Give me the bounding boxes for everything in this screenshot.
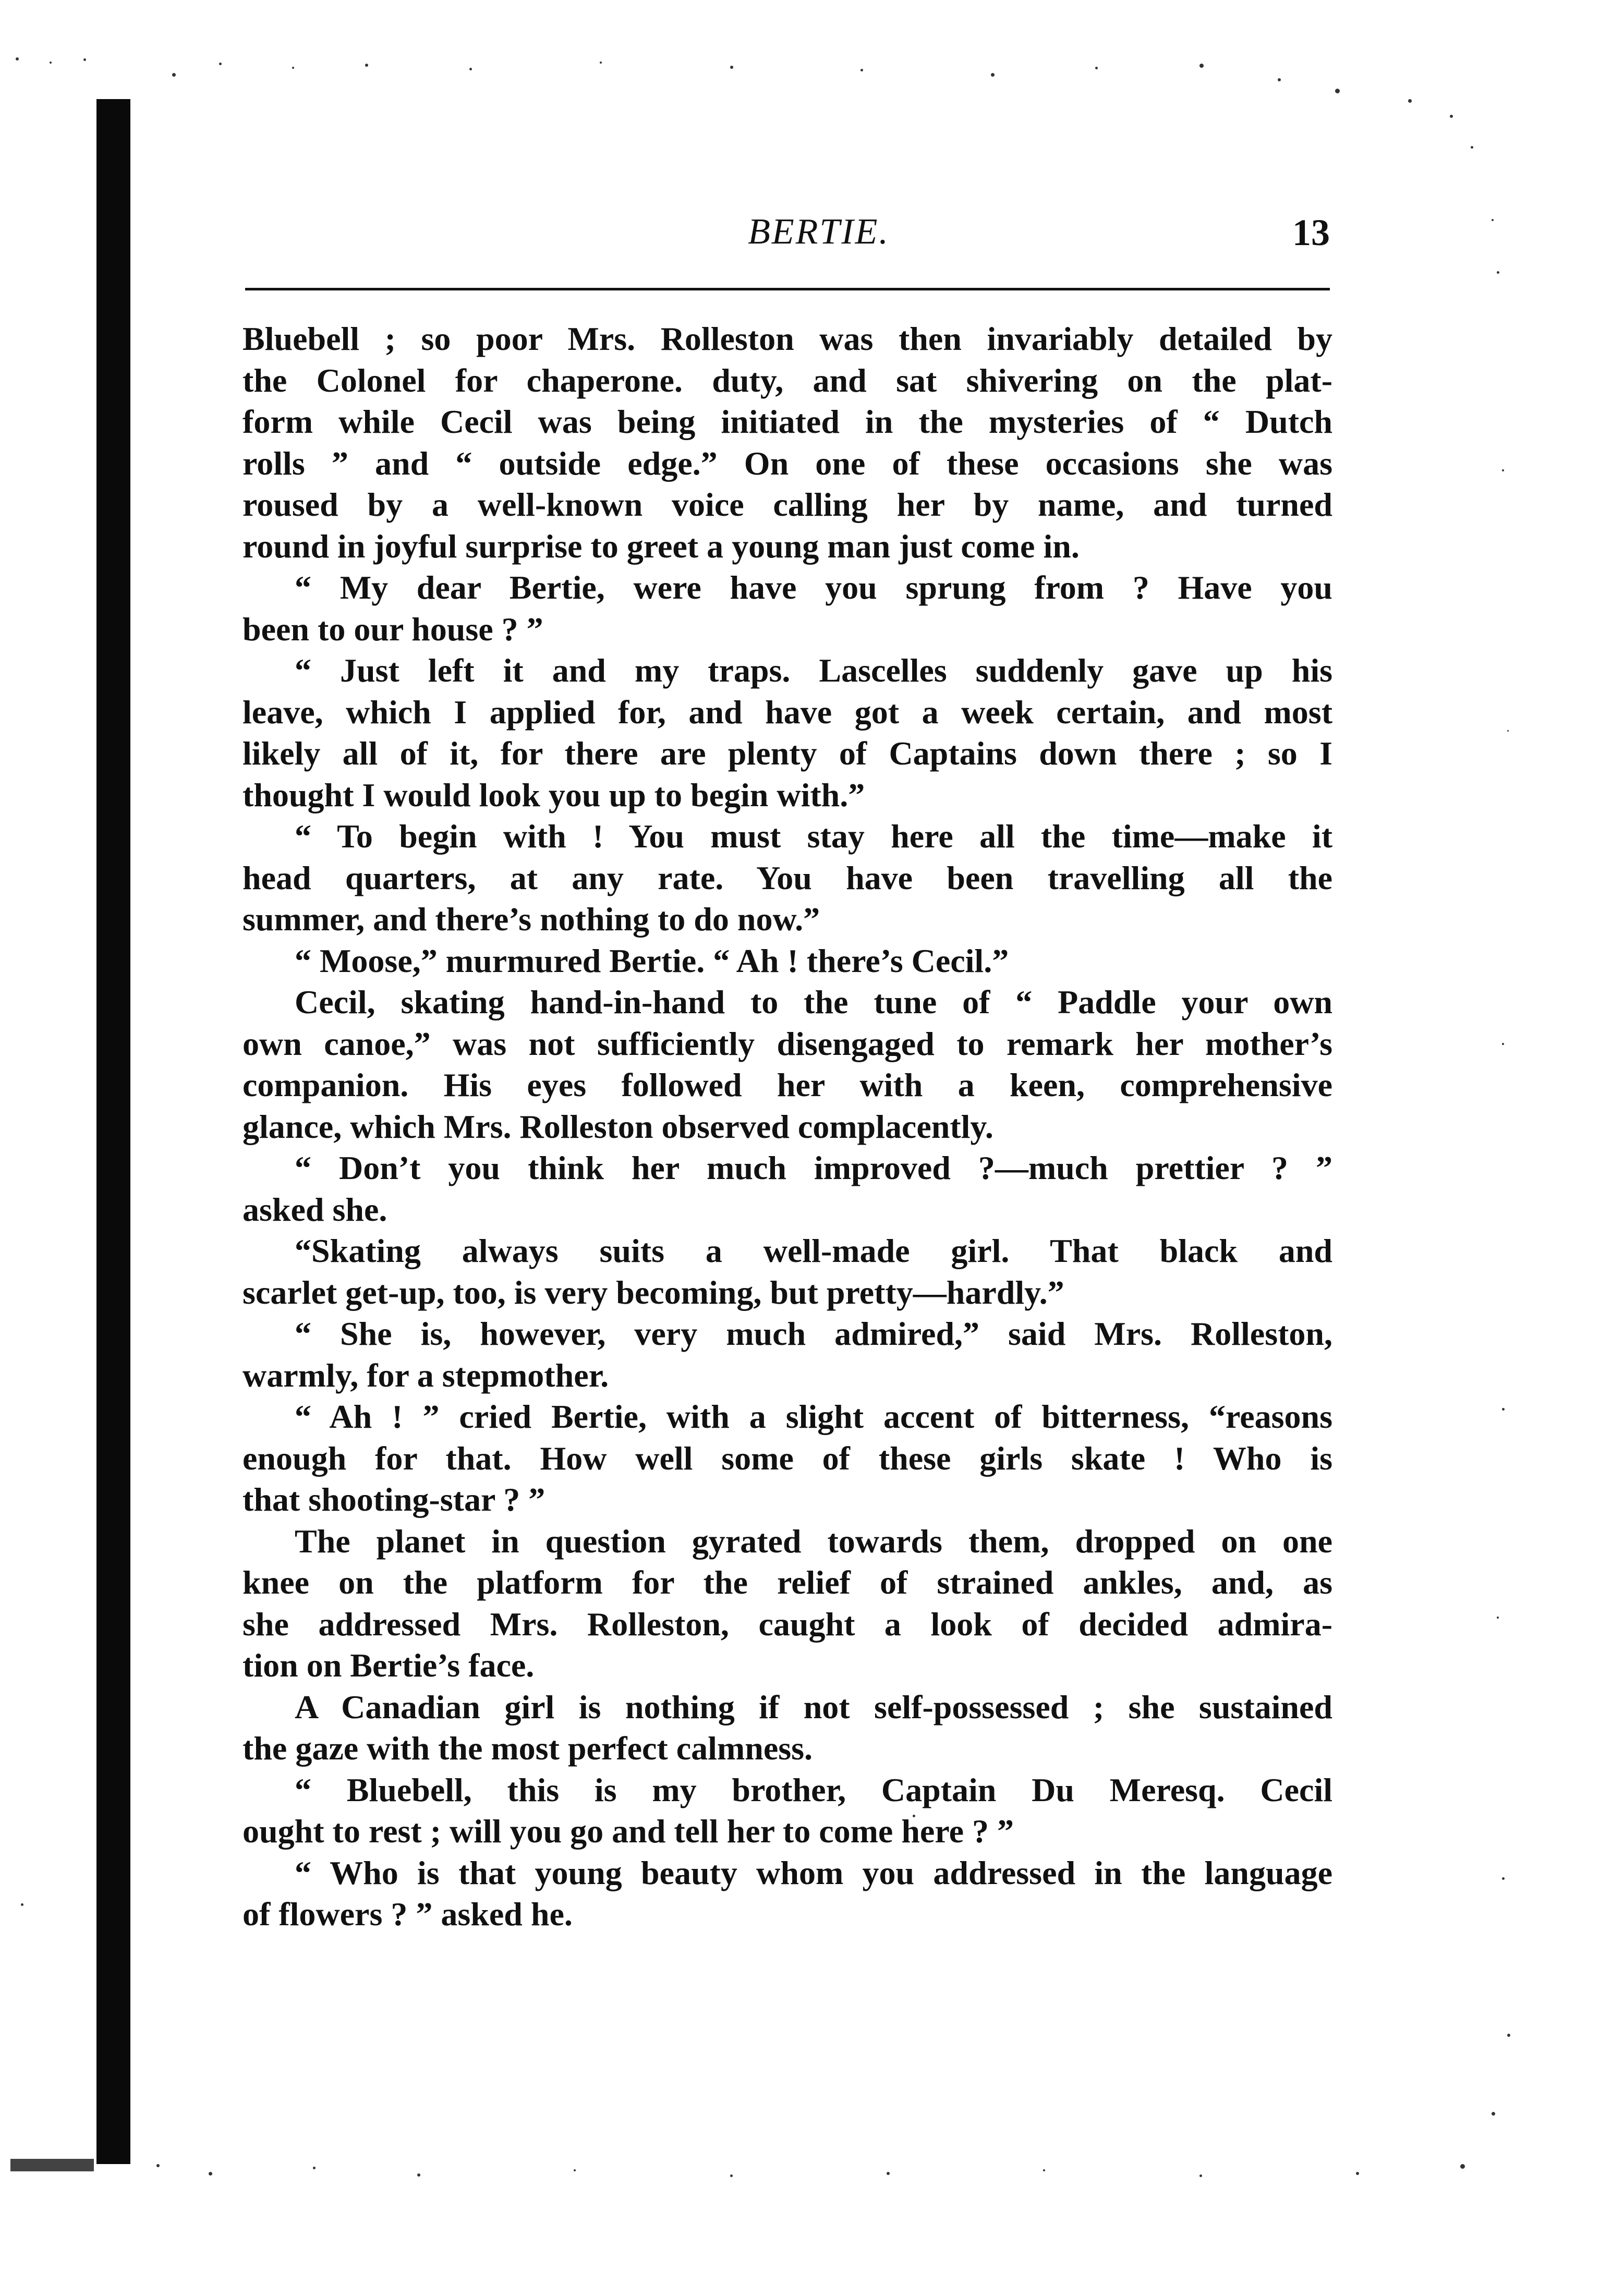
text-line: of flowers ? ” asked he.	[243, 1896, 573, 1933]
paragraph	[243, 1313, 1332, 1396]
text-line: glance, which Mrs. Rolleston observed complacently.	[243, 1108, 993, 1145]
scan-speck	[172, 73, 176, 77]
scan-speck	[365, 64, 368, 67]
binding-smudge	[10, 2159, 94, 2171]
scan-speck	[292, 67, 294, 69]
text-line: that shooting-star ? ”	[243, 1481, 546, 1518]
text-line: “ Don’t you think her much improved ?—much prettier ? ”	[295, 1149, 1332, 1186]
running-title: BERTIE.	[748, 212, 890, 252]
paragraph	[243, 318, 1332, 567]
scan-speck	[16, 57, 19, 60]
text-line: The planet in question gyrated towards them, dropped on one	[295, 1522, 1332, 1560]
text-line: likely all of it, for there are plenty of Captains down there ; so I	[243, 735, 1332, 772]
scan-speck	[991, 73, 995, 77]
paragraph	[243, 567, 1332, 650]
scan-speck	[219, 63, 222, 65]
scan-speck	[1502, 469, 1504, 471]
text-line: tion on Bertie’s face.	[243, 1647, 535, 1684]
text-line: round in joyful surprise to greet a young man just come in.	[243, 527, 1080, 565]
scan-speck	[1471, 146, 1473, 149]
scan-speck	[1408, 99, 1412, 103]
scan-speck	[574, 2169, 576, 2171]
scan-speck	[1043, 2169, 1045, 2171]
text-line: enough for that. How well some of these girls skate ! Who is	[243, 1439, 1332, 1477]
paragraph	[243, 1147, 1332, 1230]
text-line: rolls ” and “ outside edge.” On one of these occasions she was	[243, 444, 1332, 482]
page-number: 13	[1292, 212, 1330, 253]
scan-speck	[1199, 64, 1204, 68]
scan-speck	[1095, 67, 1098, 69]
scan-speck	[1507, 730, 1509, 732]
text-line: leave, which I applied for, and have got a week certain, and most	[243, 693, 1332, 731]
paragraph	[243, 1852, 1332, 1935]
text-line: scarlet get-up, too, is very becoming, but pretty—hardly.”	[243, 1273, 1064, 1311]
paragraph	[243, 981, 1332, 1147]
scan-speck	[1460, 2164, 1465, 2169]
text-line: “ Who is that young beauty whom you addressed in the language	[295, 1854, 1332, 1891]
text-line: “ Just left it and my traps. Lascelles suddenly gave up his	[295, 652, 1332, 689]
scan-speck	[1497, 1617, 1499, 1619]
text-line: roused by a well-known voice calling her by name, and turned	[243, 486, 1332, 523]
scan-speck	[417, 2173, 420, 2177]
text-line: been to our house ? ”	[243, 610, 543, 648]
scan-speck	[1502, 1877, 1505, 1880]
paragraph	[243, 940, 1332, 982]
paragraph	[243, 1396, 1332, 1521]
paragraph	[243, 1230, 1332, 1313]
scan-speck	[1502, 1408, 1505, 1411]
scan-speck	[1356, 2172, 1359, 2175]
paragraph	[243, 1686, 1332, 1769]
scan-speck	[1502, 1043, 1504, 1045]
text-line: summer, and there’s nothing to do now.”	[243, 901, 820, 938]
text-line: form while Cecil was being initiated in the mysteries of “ Dutch	[243, 403, 1332, 440]
scan-speck	[21, 1903, 23, 1906]
text-line: own canoe,” was not sufficiently disengaged to remark her mother’s	[243, 1025, 1332, 1062]
header-rule	[245, 288, 1330, 290]
text-line: “ Moose,” murmured Bertie. “ Ah ! there’s Cecil.”	[295, 942, 1009, 979]
text-line: Bluebell ; so poor Mrs. Rolleston was then invariably detailed by	[243, 320, 1332, 357]
text-line: the Colonel for chaperone. duty, and sat shivering on the plat-	[243, 361, 1332, 399]
text-line: knee on the platform for the relief of strained ankles, and, as	[243, 1564, 1332, 1601]
scan-speck	[1450, 115, 1453, 118]
paragraph	[243, 650, 1332, 816]
scan-speck	[887, 2172, 890, 2175]
text-line: “Skating always suits a well-made girl. That black and	[295, 1232, 1332, 1269]
scan-speck	[600, 62, 602, 64]
text-line: “ She is, however, very much admired,” said Mrs. Rolleston,	[295, 1315, 1332, 1352]
scan-speck	[1199, 2174, 1202, 2177]
text-line: she addressed Mrs. Rolleston, caught a look of decided admira-	[243, 1605, 1332, 1643]
text-line: “ Ah ! ” cried Bertie, with a slight accent of bitterness, “reasons	[295, 1398, 1332, 1435]
text-line: warmly, for a stepmother.	[243, 1356, 609, 1394]
text-line: A Canadian girl is nothing if not self-possessed ; she sustained	[295, 1688, 1332, 1726]
text-line: ought to rest ; will you go and tell her to come here ? ”	[243, 1813, 1014, 1850]
text-line: Cecil, skating hand-in-hand to the tune of “ Paddle your own	[295, 983, 1332, 1020]
text-line: “ My dear Bertie, were have you sprung from ? Have you	[295, 569, 1332, 606]
scan-speck	[50, 62, 52, 64]
text-line: asked she.	[243, 1190, 387, 1228]
paragraph	[243, 816, 1332, 940]
scan-speck	[730, 66, 733, 69]
scan-speck	[1492, 219, 1494, 221]
scan-speck	[1335, 89, 1340, 93]
text-line: “ To begin with ! You must stay here all the time—make it	[295, 818, 1332, 855]
scan-speck	[209, 2172, 212, 2176]
scan-speck	[861, 69, 863, 71]
scan-speck	[1278, 78, 1281, 81]
text-line: the gaze with the most perfect calmness.	[243, 1730, 813, 1767]
text-line: companion. His eyes followed her with a keen, comprehensive	[243, 1066, 1332, 1103]
scan-speck	[313, 2167, 316, 2169]
text-line: head quarters, at any rate. You have been travelling all the	[243, 859, 1332, 896]
text-line: thought I would look you up to begin with.”	[243, 776, 865, 813]
paragraph	[243, 1769, 1332, 1852]
scan-speck	[469, 68, 472, 70]
paragraph	[243, 1521, 1332, 1686]
binding-shadow	[96, 99, 130, 2164]
scan-speck	[83, 58, 86, 61]
scan-speck	[730, 2174, 733, 2177]
scan-speck	[156, 2164, 160, 2167]
scan-speck	[1492, 2112, 1495, 2116]
scan-speck	[1497, 271, 1499, 274]
page-header	[245, 206, 1330, 263]
text-line: “ Bluebell, this is my brother, Captain Du Meresq. Cecil	[295, 1771, 1332, 1808]
body-text	[243, 318, 1332, 1935]
scan-speck	[1507, 2034, 1510, 2037]
